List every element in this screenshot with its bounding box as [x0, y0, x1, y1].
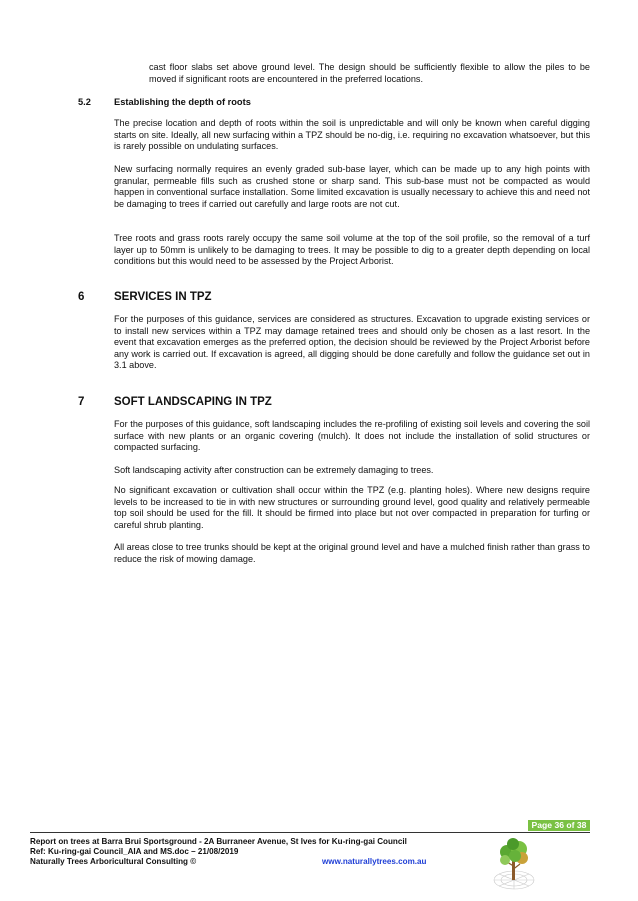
- section-5-2-title: Establishing the depth of roots: [114, 97, 251, 107]
- section-6-title: SERVICES IN TPZ: [114, 291, 212, 303]
- section-7-number: 7: [78, 396, 85, 408]
- tree-logo-icon: [490, 836, 538, 892]
- paragraph: New surfacing normally requires an evenly graded sub-base layer, which can be made up to any high points with granular, permeable fills such as crushed stone or sharp sand. This sub-base must not be compacted as would happen in conventional surface installation. Some limited excavation is usually necessary to achieve this and need not be damaging to trees if carried out carefully and large roots are not cut.: [114, 164, 590, 209]
- paragraph: For the purposes of this guidance, services are considered as structures. Excavation to upgrade existing services or to install new services within a TPZ may damage retained trees and should only be chosen as a last resort. In the event that excavation emerges as the preferred option, the decision should be reviewed by the Project Arborist before any work is carried out. If excavation is agreed, all digging should be done carefully and follow the guidance set out in 3.1 above.: [114, 314, 590, 371]
- page-number-badge: Page 36 of 38: [528, 820, 590, 831]
- footer-reference: Ref: Ku-ring-gai Council_AIA and MS.doc – 21/08/2019: [30, 847, 239, 856]
- continuation-paragraph: cast floor slabs set above ground level. The design should be sufficiently flexible to allow the piles to be moved if significant roots are encountered in the preferred locations.: [149, 62, 590, 84]
- paragraph: No significant excavation or cultivation shall occur within the TPZ (e.g. planting holes). Where new designs require levels to be increased to tie in with new structures or surrounding ground level, good quality and relatively permeable top soil should be used for the fill. It should be firmed into place but not over compacted in preparation for turfing or careful shrub planting.: [114, 485, 590, 530]
- paragraph: The precise location and depth of roots within the soil is unpredictable and will only be known when careful digging starts on site. Ideally, all new surfacing within a TPZ should be no-dig, i.e. requiring no excavation whatsoever, but this is rarely possible on undulating surfaces.: [114, 118, 590, 152]
- section-7-title: SOFT LANDSCAPING IN TPZ: [114, 396, 272, 408]
- paragraph: Tree roots and grass roots rarely occupy the same soil volume at the top of the soil profile, so the removal of a turf layer up to 50mm is unlikely to be damaging to trees. It may be possible to dig to a greater depth depending on local conditions but this would need to be assessed by the Project Arborist.: [114, 233, 590, 267]
- footer-report-title: Report on trees at Barra Brui Sportsground - 2A Burraneer Avenue, St Ives for Ku-ring-gai Council: [30, 837, 407, 846]
- paragraph: For the purposes of this guidance, soft landscaping includes the re-profiling of existing soil levels and covering the soil surface with new plants or an organic covering (mulch). It does not include the installation of solid structures or compacted surfacing.: [114, 419, 590, 453]
- section-6-number: 6: [78, 291, 85, 303]
- footer-website-link[interactable]: www.naturallytrees.com.au: [322, 857, 427, 866]
- paragraph: All areas close to tree trunks should be kept at the original ground level and have a mulched finish rather than grass to reduce the risk of mowing damage.: [114, 542, 590, 564]
- footer-divider: [30, 832, 590, 833]
- paragraph: Soft landscaping activity after construction can be extremely damaging to trees.: [114, 465, 434, 475]
- footer-company: Naturally Trees Arboricultural Consulting ©: [30, 857, 197, 866]
- section-5-2-number: 5.2: [78, 97, 91, 107]
